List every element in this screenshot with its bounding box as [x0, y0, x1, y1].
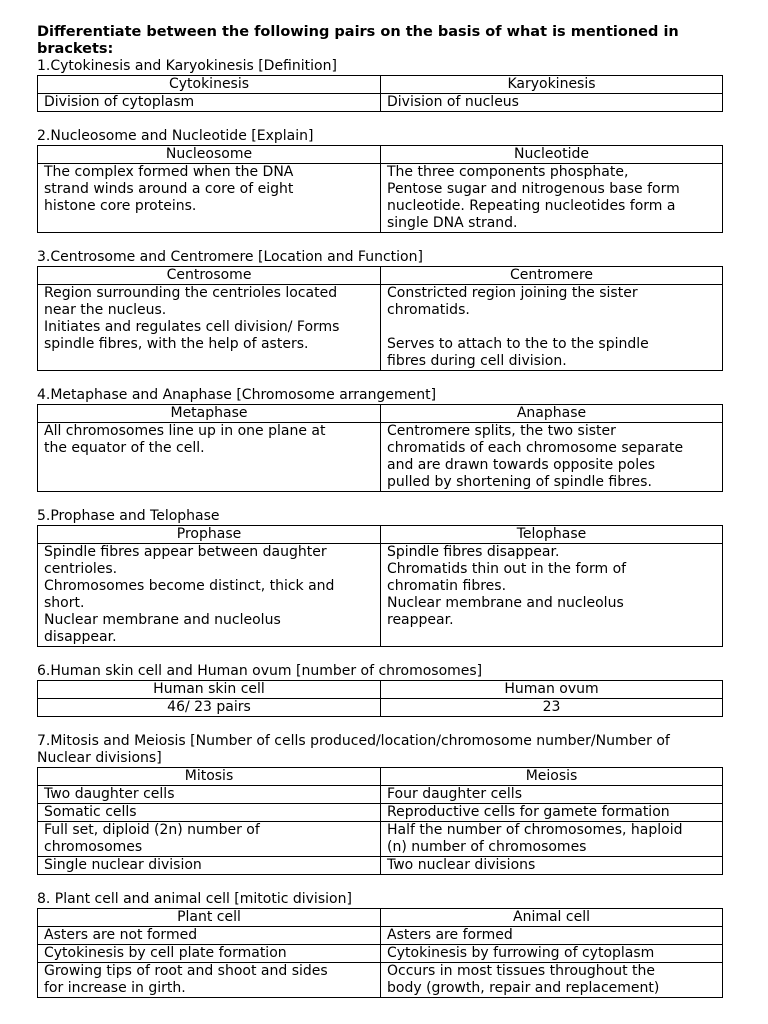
table-header-row [38, 267, 723, 285]
table-row [38, 423, 723, 492]
table-row [38, 699, 723, 717]
section-5 [37, 508, 723, 647]
table-cell: Spindle fibres appear between daughter centrioles. Chromosomes become distinct, thick and short. Nuclear membrane and nucleolus disappear. [38, 544, 381, 647]
table-header-row [38, 146, 723, 164]
table-row [38, 164, 723, 233]
table-cell: Growing tips of root and shoot and sides for increase in girth. [38, 963, 381, 998]
table-header-row [38, 681, 723, 699]
table-header-cell: Nucleotide [381, 146, 723, 164]
table-header-cell: Telophase [381, 526, 723, 544]
table-cell: Cytokinesis by furrowing of cytoplasm [381, 945, 723, 963]
comparison-table [37, 145, 723, 233]
comparison-table [37, 266, 723, 371]
table-cell: Reproductive cells for gamete formation [381, 804, 723, 822]
section-2 [37, 128, 723, 233]
table-row [38, 822, 723, 857]
document [37, 24, 723, 1014]
table-header-cell: Mitosis [38, 768, 381, 786]
section-7 [37, 733, 723, 875]
table-header-cell: Meiosis [381, 768, 723, 786]
comparison-table [37, 767, 723, 875]
table-row [38, 94, 723, 112]
table-cell: Two daughter cells [38, 786, 381, 804]
comparison-table [37, 404, 723, 492]
table-cell: The complex formed when the DNA strand winds around a core of eight histone core proteins. [38, 164, 381, 233]
comparison-table [37, 525, 723, 647]
table-header-row [38, 405, 723, 423]
section-title: 2.Nucleosome and Nucleotide [Explain] [37, 128, 314, 144]
section-1 [37, 58, 723, 112]
section-title: 6.Human skin cell and Human ovum [number of chromosomes] [37, 663, 483, 679]
table-header-cell: Prophase [38, 526, 381, 544]
table-header-cell: Animal cell [381, 909, 723, 927]
table-cell: Region surrounding the centrioles located near the nucleus. Initiates and regulates cell division/ Forms spindle fibres, with the help of asters. [38, 285, 381, 371]
table-cell: Constricted region joining the sister chromatids. Serves to attach to the to the spindle fibres during cell division. [381, 285, 723, 371]
table-cell: Occurs in most tissues throughout the body (growth, repair and replacement) [381, 963, 723, 998]
section-title: 1.Cytokinesis and Karyokinesis [Definition] [37, 58, 337, 74]
table-header-cell: Human ovum [381, 681, 723, 699]
table-row [38, 963, 723, 998]
table-row [38, 285, 723, 371]
table-cell: All chromosomes line up in one plane at the equator of the cell. [38, 423, 381, 492]
table-header-cell: Anaphase [381, 405, 723, 423]
section-8 [37, 891, 723, 998]
table-cell: Somatic cells [38, 804, 381, 822]
table-cell: The three components phosphate, Pentose sugar and nitrogenous base form nucleotide. Repeating nucleotides form a single DNA strand. [381, 164, 723, 233]
section-4 [37, 387, 723, 492]
table-cell: 46/ 23 pairs [38, 699, 381, 717]
comparison-table [37, 908, 723, 998]
table-header-cell: Nucleosome [38, 146, 381, 164]
table-cell: Centromere splits, the two sister chromatids of each chromosome separate and are drawn towards opposite poles pulled by shortening of spindle fibres. [381, 423, 723, 492]
table-cell: Asters are formed [381, 927, 723, 945]
table-cell: Half the number of chromosomes, haploid (n) number of chromosomes [381, 822, 723, 857]
section-3 [37, 249, 723, 371]
table-row [38, 927, 723, 945]
table-row [38, 544, 723, 647]
table-row [38, 804, 723, 822]
table-cell: Spindle fibres disappear. Chromatids thin out in the form of chromatin fibres. Nuclear membrane and nucleolus reappear. [381, 544, 723, 647]
section-title: 8. Plant cell and animal cell [mitotic division] [37, 891, 352, 907]
table-header-row [38, 76, 723, 94]
comparison-table [37, 75, 723, 112]
table-cell: Asters are not formed [38, 927, 381, 945]
table-cell: Full set, diploid (2n) number of chromosomes [38, 822, 381, 857]
section-6 [37, 663, 723, 717]
section-title: 7.Mitosis and Meiosis [Number of cells produced/location/chromosome number/Number of Nuclear divisions] [37, 733, 670, 766]
table-header-cell: Karyokinesis [381, 76, 723, 94]
table-header-cell: Metaphase [38, 405, 381, 423]
table-cell: Cytokinesis by cell plate formation [38, 945, 381, 963]
table-cell: Division of nucleus [381, 94, 723, 112]
table-header-row [38, 909, 723, 927]
table-row [38, 857, 723, 875]
table-row [38, 945, 723, 963]
section-title: 3.Centrosome and Centromere [Location and Function] [37, 249, 423, 265]
comparison-table [37, 680, 723, 717]
page-heading: Differentiate between the following pairs on the basis of what is mentioned in brackets: [37, 24, 679, 57]
table-header-row [38, 526, 723, 544]
table-header-cell: Plant cell [38, 909, 381, 927]
sections-container [37, 58, 723, 998]
table-row [38, 786, 723, 804]
table-cell: Single nuclear division [38, 857, 381, 875]
table-cell: Division of cytoplasm [38, 94, 381, 112]
table-cell: Two nuclear divisions [381, 857, 723, 875]
table-header-cell: Cytokinesis [38, 76, 381, 94]
table-header-cell: Centrosome [38, 267, 381, 285]
table-cell: 23 [381, 699, 723, 717]
table-header-cell: Centromere [381, 267, 723, 285]
table-header-row [38, 768, 723, 786]
section-title: 4.Metaphase and Anaphase [Chromosome arrangement] [37, 387, 437, 403]
table-header-cell: Human skin cell [38, 681, 381, 699]
section-title: 5.Prophase and Telophase [37, 508, 220, 524]
table-cell: Four daughter cells [381, 786, 723, 804]
